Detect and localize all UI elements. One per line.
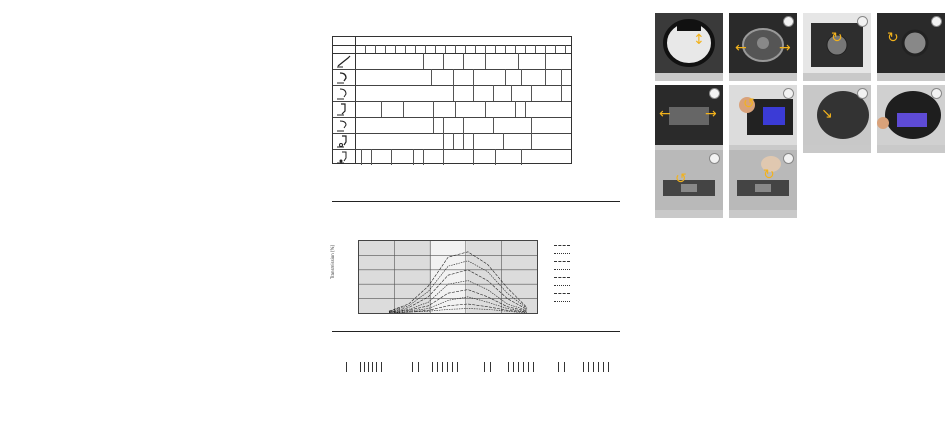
step-photo-2 — [729, 13, 797, 81]
rotate-arrow-icon: ↻ — [763, 167, 775, 183]
legend-line — [554, 293, 570, 294]
step-number-badge — [931, 88, 942, 99]
helmet-headgear-icon — [655, 13, 723, 81]
plasma-cutting-icon — [336, 134, 352, 148]
mag-icon — [336, 102, 352, 116]
step-photo-9 — [655, 150, 723, 218]
legend-line — [554, 245, 570, 246]
legend-line — [554, 277, 570, 278]
transmission-chart — [358, 240, 538, 314]
table-row — [333, 85, 571, 102]
rotate-arrow-icon: ↺ — [675, 171, 687, 187]
legend-line — [554, 285, 570, 286]
rotate-arrow-icon: ↻ — [831, 30, 843, 46]
visible-band — [431, 241, 467, 313]
step-number-badge — [783, 153, 794, 164]
step-number-badge — [783, 16, 794, 27]
step-number-badge — [709, 88, 720, 99]
step-photo-4 — [877, 13, 945, 81]
legend-line — [554, 261, 570, 262]
legend-line — [554, 253, 570, 254]
mma-icon — [336, 54, 352, 68]
step-photo-3 — [803, 13, 871, 81]
plasma-welding-icon — [336, 150, 352, 164]
section-divider — [332, 331, 620, 332]
step-photo-5 — [655, 85, 723, 153]
horizontal-arrows-icon: ← — [735, 40, 747, 56]
step-photo-1 — [655, 13, 723, 81]
pointer-arrow-icon: ↘ — [821, 106, 833, 122]
table-row — [333, 101, 571, 118]
step-number-badge — [709, 153, 720, 164]
mig-heavy-icon — [336, 70, 352, 84]
transmission-chart-svg — [359, 241, 537, 313]
shade-selection-table — [332, 36, 572, 164]
mig-light-icon — [336, 86, 352, 100]
step-number-badge — [783, 88, 794, 99]
table-row — [333, 133, 571, 150]
legend-line — [554, 269, 570, 270]
step-number-badge — [857, 88, 868, 99]
horizontal-arrows-icon: → — [779, 40, 791, 56]
vertical-arrows-icon: ↕ — [693, 32, 705, 48]
step-number-badge — [857, 16, 868, 27]
step-photo-6 — [729, 85, 797, 153]
step-number-badge — [931, 16, 942, 27]
horizontal-arrows-icon: → — [705, 106, 717, 122]
step-photo-7 — [803, 85, 871, 153]
rotate-arrow-icon: ↻ — [887, 30, 899, 46]
tig-icon — [336, 118, 352, 132]
step-photo-8 — [877, 85, 945, 153]
legend-line — [554, 301, 570, 302]
step-photo-10 — [729, 150, 797, 218]
section-divider — [332, 201, 620, 202]
horizontal-arrows-icon: ← — [659, 106, 671, 122]
chart-y-axis-label: Transmission [%] — [330, 245, 335, 280]
table-row — [333, 117, 571, 134]
table-row — [333, 69, 571, 86]
rotate-arrow-icon: ↺ — [743, 96, 755, 112]
table-row — [333, 53, 571, 70]
table-row — [333, 149, 571, 165]
